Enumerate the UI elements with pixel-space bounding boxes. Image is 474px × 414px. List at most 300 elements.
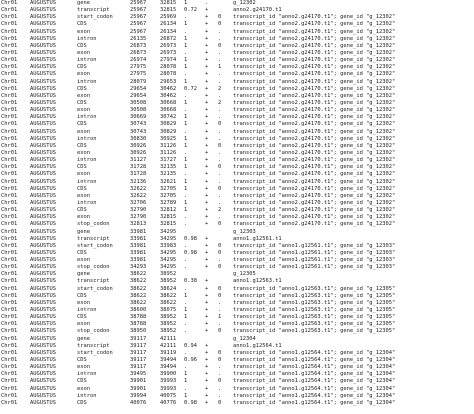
gtf-start: 39117 [130, 335, 147, 342]
gtf-seqname: Chr01 [1, 21, 18, 28]
gtf-frame: . [218, 321, 222, 328]
gtf-feature: gene [77, 271, 90, 278]
gtf-line [0, 264, 474, 271]
gtf-end: 38075 [160, 307, 177, 314]
gtf-end: 39993 [160, 385, 177, 392]
gtf-seqname: Chr01 [1, 371, 18, 378]
gtf-feature: CDS [77, 64, 87, 71]
gtf-score: . [184, 242, 188, 249]
gtf-feature: intron [77, 57, 97, 64]
gtf-attributes: transcript_id "anno2.g24170.t1"; gene_id "g_12302" [233, 35, 396, 42]
gtf-frame: . [218, 371, 222, 378]
gtf-seqname: Chr01 [1, 285, 18, 292]
gtf-end: 31126 [160, 149, 177, 156]
gtf-strand: + [205, 71, 209, 78]
gtf-seqname: Chr01 [1, 157, 18, 164]
gtf-source: AUGUSTUS [30, 71, 56, 78]
gtf-start: 25967 [130, 28, 147, 35]
gtf-end: 25969 [160, 14, 177, 21]
gtf-seqname: Chr01 [1, 71, 18, 78]
gtf-source: AUGUSTUS [30, 392, 56, 399]
gtf-strand: + [205, 342, 209, 349]
gtf-seqname: Chr01 [1, 214, 18, 221]
gtf-line [0, 107, 474, 114]
gtf-score: . [184, 285, 188, 292]
gtf-seqname: Chr01 [1, 257, 18, 264]
gtf-attributes: transcript_id "anno1.g12563.t1"; gene_id "g_12305" [233, 321, 396, 328]
gtf-attributes: anno2.g24170.t1 [233, 7, 282, 14]
gtf-feature: intron [77, 178, 97, 185]
gtf-line [0, 400, 474, 407]
gtf-strand: + [205, 14, 209, 21]
gtf-end: 33983 [160, 242, 177, 249]
gtf-score: . [184, 171, 188, 178]
gtf-start: 39117 [130, 349, 147, 356]
gtf-strand: + [205, 185, 209, 192]
gtf-seqname: Chr01 [1, 399, 18, 406]
gtf-source: AUGUSTUS [30, 278, 56, 285]
gtf-end: 32815 [160, 214, 177, 221]
gtf-attributes: anno1.g12564.t1 [233, 342, 282, 349]
gtf-feature: intron [77, 35, 97, 42]
gtf-score: 1 [184, 392, 188, 399]
gtf-seqname: Chr01 [1, 57, 18, 64]
gtf-attributes: transcript_id "anno1.g12563.t1"; gene_id "g_12305" [233, 292, 396, 299]
gtf-line [0, 193, 474, 200]
gtf-feature: exon [77, 107, 90, 114]
gtf-start: 32706 [130, 199, 147, 206]
gtf-feature: exon [77, 49, 90, 56]
gtf-line [0, 343, 474, 350]
gtf-source: AUGUSTUS [30, 328, 56, 335]
gtf-end: 42111 [160, 342, 177, 349]
gtf-frame: . [218, 364, 222, 371]
gtf-attributes: transcript_id "anno2.g24170.t1"; gene_id "g_12302" [233, 128, 396, 135]
gtf-frame: 2 [218, 99, 222, 106]
gtf-feature: exon [77, 128, 90, 135]
gtf-feature: CDS [77, 85, 87, 92]
gtf-line [0, 207, 474, 214]
gtf-end: 34295 [160, 249, 177, 256]
gtf-attributes: transcript_id "anno2.g24170.t1"; gene_id "g_12302" [233, 214, 396, 221]
gtf-feature: CDS [77, 42, 87, 49]
gtf-line [0, 257, 474, 264]
gtf-end: 26973 [160, 42, 177, 49]
gtf-score: . [184, 264, 188, 271]
gtf-source: AUGUSTUS [30, 171, 56, 178]
gtf-attributes: g_12303 [233, 228, 256, 235]
gtf-source: AUGUSTUS [30, 121, 56, 128]
gtf-end: 32135 [160, 171, 177, 178]
gtf-source: AUGUSTUS [30, 64, 56, 71]
gtf-feature: intron [77, 199, 97, 206]
gtf-attributes: transcript_id "anno1.g12564.t1"; gene_id "g_12304" [233, 357, 396, 364]
gtf-seqname: Chr01 [1, 92, 18, 99]
gtf-line [0, 336, 474, 343]
gtf-line [0, 357, 474, 364]
gtf-end: 39900 [160, 371, 177, 378]
gtf-attributes: transcript_id "anno1.g12563.t1"; gene_id "g_12305" [233, 328, 396, 335]
gtf-strand: + [205, 221, 209, 228]
gtf-end: 31727 [160, 157, 177, 164]
gtf-attributes: transcript_id "anno1.g12563.t1"; gene_id "g_12305" [233, 285, 396, 292]
gtf-line [0, 293, 474, 300]
gtf-feature: intron [77, 392, 97, 399]
gtf-line [0, 171, 474, 178]
gtf-feature: start_codon [77, 242, 113, 249]
gtf-line [0, 364, 474, 371]
gtf-frame: . [218, 385, 222, 392]
gtf-strand: + [205, 78, 209, 85]
gtf-feature: CDS [77, 314, 87, 321]
gtf-end: 30829 [160, 128, 177, 135]
gtf-score: 1 [184, 292, 188, 299]
gtf-end: 38622 [160, 292, 177, 299]
gtf-frame: 0 [218, 328, 222, 335]
gtf-source: AUGUSTUS [30, 364, 56, 371]
gtf-attributes: transcript_id "anno1.g12564.t1"; gene_id "g_12304" [233, 385, 396, 392]
gtf-line [0, 350, 474, 357]
gtf-seqname: Chr01 [1, 249, 18, 256]
gtf-feature: exon [77, 364, 90, 371]
gtf-source: AUGUSTUS [30, 207, 56, 214]
gtf-end: 26134 [160, 21, 177, 28]
gtf-seqname: Chr01 [1, 335, 18, 342]
gtf-feature: exon [77, 192, 90, 199]
gtf-feature: intron [77, 114, 97, 121]
gtf-attributes: transcript_id "anno2.g24170.t1"; gene_id "g_12302" [233, 78, 396, 85]
gtf-seqname: Chr01 [1, 307, 18, 314]
gtf-line [0, 136, 474, 143]
gtf-strand: + [205, 278, 209, 285]
gtf-end: 30742 [160, 114, 177, 121]
gtf-feature: exon [77, 149, 90, 156]
gtf-end: 32815 [160, 7, 177, 14]
gtf-frame: . [218, 257, 222, 264]
gtf-score: 1 [184, 21, 188, 28]
gtf-score: 0.72 [184, 7, 197, 14]
gtf-source: AUGUSTUS [30, 399, 56, 406]
gtf-strand: + [205, 171, 209, 178]
gtf-seqname: Chr01 [1, 321, 18, 328]
gtf-end: 32705 [160, 192, 177, 199]
gtf-line [0, 164, 474, 171]
gtf-start: 39117 [130, 342, 147, 349]
gtf-end: 39494 [160, 364, 177, 371]
gtf-end: 38952 [160, 314, 177, 321]
gtf-start: 29654 [130, 92, 147, 99]
gtf-start: 39994 [130, 392, 147, 399]
gtf-frame: 0 [218, 221, 222, 228]
gtf-frame: . [218, 49, 222, 56]
gtf-attributes: anno1.g12561.t1 [233, 235, 282, 242]
gtf-start: 26135 [130, 35, 147, 42]
gtf-start: 33981 [130, 242, 147, 249]
gtf-frame: 0 [218, 142, 222, 149]
gtf-source: AUGUSTUS [30, 0, 56, 6]
gtf-end: 34295 [160, 264, 177, 271]
gtf-attributes: transcript_id "anno1.g12563.t1"; gene_id "g_12305" [233, 314, 396, 321]
gtf-frame: . [218, 307, 222, 314]
gtf-attributes: transcript_id "anno2.g24170.t1"; gene_id "g_12302" [233, 199, 396, 206]
gtf-attributes: transcript_id "anno2.g24170.t1"; gene_id "g_12302" [233, 107, 396, 114]
gtf-start: 30926 [130, 149, 147, 156]
gtf-feature: transcript [77, 278, 110, 285]
gtf-start: 31728 [130, 164, 147, 171]
gtf-frame: . [218, 171, 222, 178]
gtf-end: 39494 [160, 357, 177, 364]
gtf-frame: . [218, 128, 222, 135]
gtf-attributes: transcript_id "anno1.g12563.t1"; gene_id "g_12305" [233, 307, 396, 314]
gtf-score: . [184, 92, 188, 99]
gtf-attributes: transcript_id "anno2.g24170.t1"; gene_id "g_12302" [233, 142, 396, 149]
gtf-score: 1 [184, 378, 188, 385]
gtf-frame: 0 [218, 21, 222, 28]
gtf-line [0, 157, 474, 164]
gtf-strand: + [205, 199, 209, 206]
gtf-attributes: anno1.g12563.t1 [233, 278, 282, 285]
gtf-line [0, 71, 474, 78]
gtf-score: . [184, 321, 188, 328]
gtf-attributes: transcript_id "anno1.g12564.t1"; gene_id "g_12304" [233, 371, 396, 378]
gtf-source: AUGUSTUS [30, 178, 56, 185]
gtf-attributes: transcript_id "anno2.g24170.t1"; gene_id "g_12302" [233, 149, 396, 156]
gtf-strand: + [205, 178, 209, 185]
gtf-end: 34295 [160, 257, 177, 264]
gtf-frame: 0 [218, 264, 222, 271]
gtf-strand: + [205, 249, 209, 256]
gtf-start: 38622 [130, 292, 147, 299]
gtf-end: 30829 [160, 121, 177, 128]
gtf-frame: 0 [218, 285, 222, 292]
gtf-end: 32815 [160, 221, 177, 228]
gtf-seqname: Chr01 [1, 114, 18, 121]
gtf-frame: 2 [218, 85, 222, 92]
gtf-strand: . [205, 0, 209, 6]
gtf-feature: exon [77, 92, 90, 99]
gtf-strand: + [205, 349, 209, 356]
gtf-seqname: Chr01 [1, 192, 18, 199]
gtf-score: . [184, 28, 188, 35]
gtf-start: 26974 [130, 57, 147, 64]
gtf-line [0, 86, 474, 93]
gtf-source: AUGUSTUS [30, 85, 56, 92]
gtf-seqname: Chr01 [1, 314, 18, 321]
gtf-source: AUGUSTUS [30, 307, 56, 314]
gtf-end: 30462 [160, 92, 177, 99]
gtf-seqname: Chr01 [1, 7, 18, 14]
gtf-source: AUGUSTUS [30, 157, 56, 164]
gtf-line [0, 371, 474, 378]
gtf-end: 42111 [160, 335, 177, 342]
gtf-end: 28078 [160, 71, 177, 78]
gtf-start: 33981 [130, 249, 147, 256]
gtf-feature: exon [77, 257, 90, 264]
gtf-start: 33981 [130, 228, 147, 235]
gtf-attributes: transcript_id "anno1.g12561.t1"; gene_id "g_12303" [233, 249, 396, 256]
gtf-start: 27975 [130, 64, 147, 71]
gtf-source: AUGUSTUS [30, 335, 56, 342]
gtf-end: 26973 [160, 49, 177, 56]
gtf-start: 30669 [130, 114, 147, 121]
gtf-end: 27974 [160, 57, 177, 64]
gtf-start: 26873 [130, 42, 147, 49]
gtf-end: 38624 [160, 285, 177, 292]
gtf-frame: . [218, 135, 222, 142]
gtf-line [0, 314, 474, 321]
gtf-start: 32136 [130, 178, 147, 185]
gtf-score: . [184, 385, 188, 392]
gtf-line [0, 386, 474, 393]
gtf-score: 0.98 [184, 249, 197, 256]
gtf-start: 39495 [130, 371, 147, 378]
gtf-seqname: Chr01 [1, 171, 18, 178]
gtf-source: AUGUSTUS [30, 28, 56, 35]
gtf-source: AUGUSTUS [30, 92, 56, 99]
gtf-frame: 0 [218, 185, 222, 192]
gtf-feature: stop_codon [77, 221, 110, 228]
gtf-feature: exon [77, 28, 90, 35]
gtf-end: 32135 [160, 164, 177, 171]
gtf-strand: + [205, 157, 209, 164]
gtf-frame: 1 [218, 64, 222, 71]
gtf-frame: 0 [218, 249, 222, 256]
gtf-source: AUGUSTUS [30, 285, 56, 292]
gtf-score: 1 [184, 314, 188, 321]
gtf-seqname: Chr01 [1, 135, 18, 142]
gtf-line [0, 307, 474, 314]
gtf-seqname: Chr01 [1, 235, 18, 242]
gtf-frame: 0 [218, 242, 222, 249]
gtf-feature: start_codon [77, 14, 113, 21]
gtf-start: 39117 [130, 364, 147, 371]
gtf-score: 0.98 [184, 235, 197, 242]
gtf-start: 30508 [130, 107, 147, 114]
gtf-frame: 0 [218, 14, 222, 21]
gtf-score: . [184, 328, 188, 335]
gtf-line [0, 229, 474, 236]
gtf-start: 29654 [130, 85, 147, 92]
gtf-start: 38788 [130, 321, 147, 328]
gtf-attributes: transcript_id "anno2.g24170.t1"; gene_id "g_12302" [233, 85, 396, 92]
gtf-frame: . [218, 178, 222, 185]
gtf-line [0, 36, 474, 43]
gtf-attributes: transcript_id "anno2.g24170.t1"; gene_id "g_12302" [233, 28, 396, 35]
gtf-line [0, 221, 474, 228]
gtf-end: 38952 [160, 321, 177, 328]
gtf-score: 1 [184, 164, 188, 171]
gtf-seqname: Chr01 [1, 49, 18, 56]
gtf-seqname: Chr01 [1, 35, 18, 42]
gtf-start: 40076 [130, 399, 147, 406]
gtf-score: 1 [184, 64, 188, 71]
gtf-strand: + [205, 99, 209, 106]
gtf-end: 32789 [160, 199, 177, 206]
gtf-attributes: transcript_id "anno2.g24170.t1"; gene_id "g_12302" [233, 92, 396, 99]
gtf-feature: intron [77, 307, 97, 314]
gtf-end: 34295 [160, 228, 177, 235]
gtf-source: AUGUSTUS [30, 292, 56, 299]
gtf-source: AUGUSTUS [30, 371, 56, 378]
gtf-attributes: transcript_id "anno2.g24170.t1"; gene_id "g_12302" [233, 14, 396, 21]
gtf-frame: . [218, 157, 222, 164]
gtf-start: 38622 [130, 271, 147, 278]
gtf-seqname: Chr01 [1, 0, 18, 6]
gtf-feature: CDS [77, 378, 87, 385]
gtf-start: 26873 [130, 49, 147, 56]
gtf-attributes: transcript_id "anno1.g12564.t1"; gene_id "g_12304" [233, 349, 396, 356]
gtf-feature: exon [77, 71, 90, 78]
gtf-score: 1 [184, 185, 188, 192]
gtf-start: 31728 [130, 171, 147, 178]
gtf-strand: + [205, 57, 209, 64]
gtf-attributes: transcript_id "anno1.g12563.t1"; gene_id "g_12305" [233, 299, 396, 306]
gtf-feature: exon [77, 171, 90, 178]
gtf-line [0, 179, 474, 186]
gtf-score: 1 [184, 199, 188, 206]
gtf-end: 26134 [160, 28, 177, 35]
gtf-attributes: transcript_id "anno2.g24170.t1"; gene_id "g_12302" [233, 71, 396, 78]
gtf-attributes: transcript_id "anno1.g12561.t1"; gene_id "g_12303" [233, 257, 396, 264]
gtf-attributes: transcript_id "anno2.g24170.t1"; gene_id "g_12302" [233, 185, 396, 192]
gtf-strand: + [205, 264, 209, 271]
gtf-strand: + [205, 357, 209, 364]
gtf-feature: CDS [77, 99, 87, 106]
gtf-feature: intron [77, 78, 97, 85]
gtf-feature: gene [77, 0, 90, 6]
gtf-frame: 1 [218, 314, 222, 321]
gtf-start: 39901 [130, 385, 147, 392]
gtf-strand: + [205, 192, 209, 199]
gtf-seqname: Chr01 [1, 107, 18, 114]
gtf-feature: CDS [77, 399, 87, 406]
gtf-frame: . [218, 192, 222, 199]
gtf-seqname: Chr01 [1, 271, 18, 278]
gtf-attributes: transcript_id "anno2.g24170.t1"; gene_id "g_12302" [233, 207, 396, 214]
gtf-strand: + [205, 378, 209, 385]
gtf-seqname: Chr01 [1, 142, 18, 149]
gtf-source: AUGUSTUS [30, 235, 56, 242]
gtf-strand: + [205, 164, 209, 171]
gtf-attributes: transcript_id "anno1.g12564.t1"; gene_id "g_12304" [233, 364, 396, 371]
gtf-feature: CDS [77, 21, 87, 28]
gtf-strand: + [205, 392, 209, 399]
gtf-source: AUGUSTUS [30, 264, 56, 271]
gtf-strand: + [205, 385, 209, 392]
gtf-attributes: g_12305 [233, 271, 256, 278]
gtf-feature: transcript [77, 342, 110, 349]
gtf-line [0, 186, 474, 193]
gtf-line [0, 129, 474, 136]
gtf-line [0, 300, 474, 307]
gtf-source: AUGUSTUS [30, 221, 56, 228]
gtf-feature: CDS [77, 249, 87, 256]
gtf-source: AUGUSTUS [30, 142, 56, 149]
gtf-frame: . [218, 199, 222, 206]
gtf-attributes: transcript_id "anno2.g24170.t1"; gene_id "g_12302" [233, 171, 396, 178]
gtf-feature: stop_codon [77, 328, 110, 335]
gtf-seqname: Chr01 [1, 85, 18, 92]
gtf-source: AUGUSTUS [30, 78, 56, 85]
gtf-seqname: Chr01 [1, 14, 18, 21]
gtf-frame: . [218, 78, 222, 85]
gtf-score: 1 [184, 0, 188, 6]
gtf-seqname: Chr01 [1, 121, 18, 128]
gtf-seqname: Chr01 [1, 78, 18, 85]
gtf-line [0, 278, 474, 285]
gtf-start: 27975 [130, 71, 147, 78]
gtf-frame: 0 [218, 349, 222, 356]
